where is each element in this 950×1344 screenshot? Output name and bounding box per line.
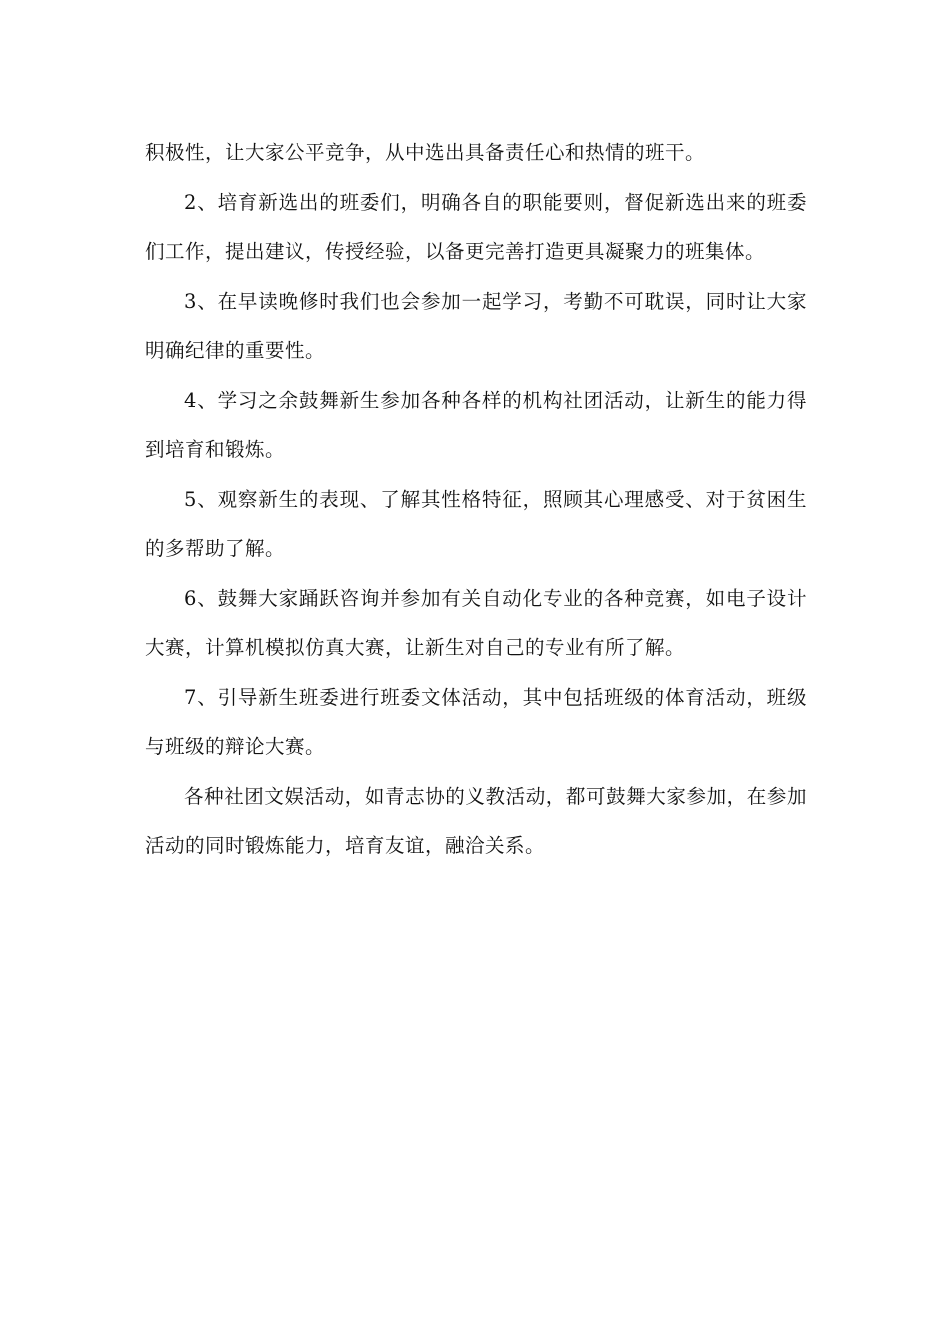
paragraph-item-3: 3、在早读晚修时我们也会参加一起学习，考勤不可耽误，同时让大家明确纪律的重要性。 [145,289,807,362]
paragraph-closing: 各种社团文娱活动，如青志协的义教活动，都可鼓舞大家参加，在参加活动的同时锻炼能力，培育友谊，融洽关系。 [145,784,807,857]
paragraph-item-4: 4、学习之余鼓舞新生参加各种各样的机构社团活动，让新生的能力得到培育和锻炼。 [145,388,807,461]
document-body [145,128,807,871]
paragraph-item-7: 7、引导新生班委进行班委文体活动，其中包括班级的体育活动，班级与班级的辩论大赛。 [145,685,807,758]
paragraph-item-5: 5、观察新生的表现、了解其性格特征，照顾其心理感受、对于贫困生的多帮助了解。 [145,487,807,560]
paragraph-item-6: 6、鼓舞大家踊跃咨询并参加有关自动化专业的各种竞赛，如电子设计大赛，计算机模拟仿真大赛，让新生对自己的专业有所了解。 [145,586,807,659]
paragraph-continuation: 积极性，让大家公平竞争，从中选出具备责任心和热情的班干。 [145,141,706,164]
paragraph-item-2: 2、培育新选出的班委们，明确各自的职能要则，督促新选出来的班委们工作，提出建议，传授经验，以备更完善打造更具凝聚力的班集体。 [145,190,807,263]
